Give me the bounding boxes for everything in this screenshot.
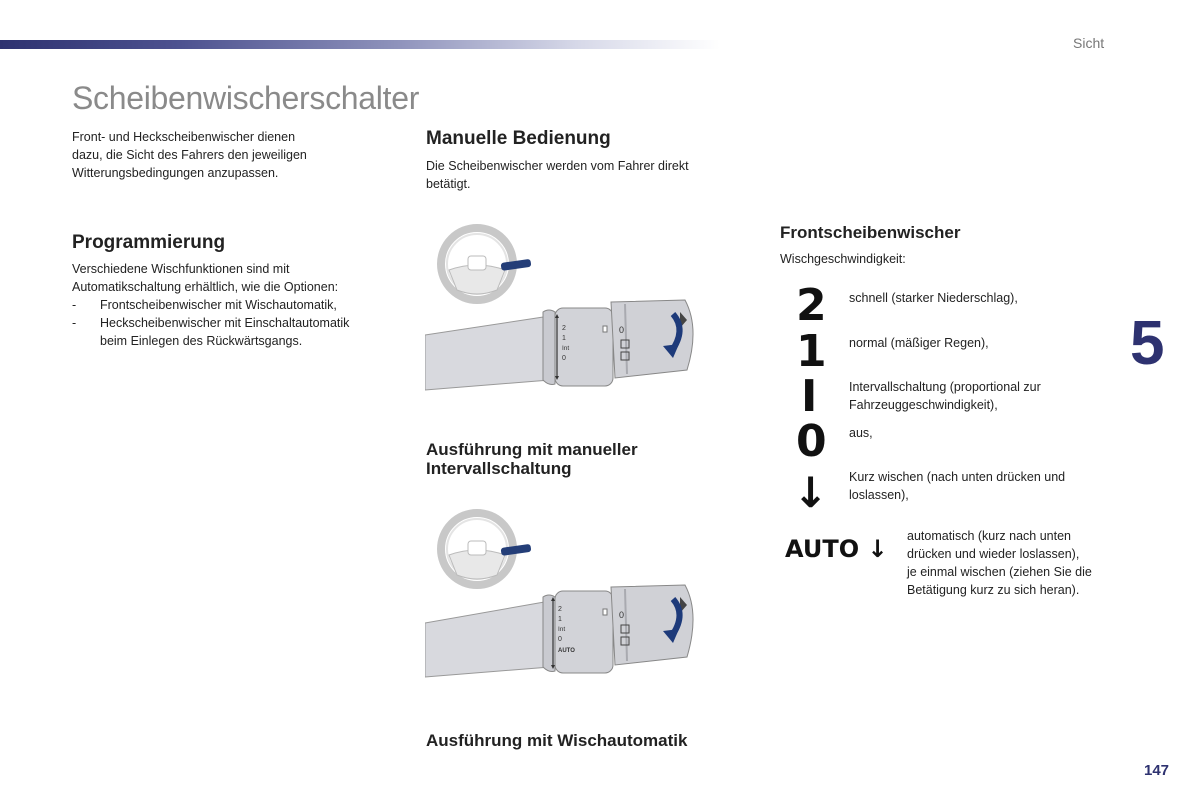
speed-symbol-fast: 2	[796, 280, 827, 331]
intro-line: Front- und Heckscheibenwischer dienen	[72, 130, 296, 144]
manual-line: betätigt.	[426, 177, 471, 191]
programming-paragraph	[72, 260, 338, 296]
speed-desc-line: Kurz wischen (nach unten drücken und	[849, 470, 1066, 484]
arrow-down-icon: ↓	[793, 468, 829, 517]
caption-interval	[426, 440, 638, 478]
caption-auto: Ausführung mit Wischautomatik	[426, 731, 688, 750]
speed-desc-line: loslassen),	[849, 488, 909, 502]
manual-paragraph	[426, 157, 689, 193]
lever-icon-label: 0	[619, 610, 625, 620]
speed-desc-line: normal (mäßiger Regen),	[849, 336, 989, 350]
list-item-line: beim Einlegen des Rückwärtsgangs.	[100, 334, 303, 348]
wiper-lever	[425, 300, 693, 390]
caption-line: Ausführung mit manueller	[426, 440, 638, 459]
speed-desc-interval	[849, 378, 1041, 414]
wiper-lever-illustration-interval	[425, 220, 705, 400]
speed-desc-single-wipe	[849, 468, 1065, 504]
lever-setting-label: Int	[558, 626, 566, 633]
list-item	[72, 314, 349, 350]
section-label: Sicht	[1073, 35, 1105, 51]
page-title: Scheibenwischerschalter	[72, 80, 420, 116]
lever-setting-label: AUTO	[558, 648, 575, 654]
lever-setting-label: 0	[562, 355, 566, 362]
list-item	[72, 296, 349, 314]
speed-desc-auto	[907, 527, 1092, 599]
front-wiper-subtitle: Wischgeschwindigkeit:	[780, 252, 906, 266]
speed-symbol-off: 0	[796, 416, 827, 467]
programming-options-list	[72, 296, 349, 350]
wiper-lever-illustration-auto	[425, 505, 705, 690]
speed-desc-line: Fahrzeuggeschwindigkeit),	[849, 398, 998, 412]
speed-desc-line: Intervallschaltung (proportional zur	[849, 380, 1041, 394]
list-item-line: - Heckscheibenwischer mit Einschaltautomatik	[100, 316, 350, 330]
speed-symbol-interval: I	[801, 371, 818, 422]
speed-desc-fast	[849, 289, 1018, 307]
programming-line: Automatikschaltung erhältlich, wie die Optionen:	[72, 280, 339, 294]
intro-line: Witterungsbedingungen anzupassen.	[72, 166, 279, 180]
speed-desc-line: automatisch (kurz nach unten	[907, 529, 1071, 543]
list-item-line: - Frontscheibenwischer mit Wischautomatik,	[100, 298, 337, 312]
wiper-lever	[425, 585, 693, 677]
lever-setting-label: 0	[558, 636, 562, 643]
manual-heading: Manuelle Bedienung	[426, 128, 611, 149]
front-wiper-heading: Frontscheibenwischer	[780, 223, 961, 242]
auto-symbol	[785, 534, 888, 564]
intro-paragraph	[72, 128, 307, 182]
arrow-down-icon: ↓	[867, 535, 888, 563]
lever-setting-label: 1	[562, 335, 566, 342]
speed-desc-line: schnell (starker Niederschlag),	[849, 291, 1018, 305]
lever-setting-label: Int	[562, 345, 570, 352]
lever-setting-label: 2	[562, 325, 566, 332]
caption-line: Intervallschaltung	[426, 459, 572, 478]
page-number: 147	[1144, 762, 1170, 779]
manual-line: Die Scheibenwischer werden vom Fahrer direkt	[426, 159, 689, 173]
speed-symbol-normal: 1	[796, 326, 827, 377]
intro-line: dazu, die Sicht des Fahrers den jeweiligen	[72, 148, 307, 162]
speed-desc-off	[849, 424, 873, 442]
lever-setting-label: 2	[558, 606, 562, 613]
programming-heading: Programmierung	[72, 232, 226, 253]
lever-icon-label: 0	[619, 325, 625, 335]
speed-desc-line: drücken und wieder loslassen),	[907, 547, 1080, 561]
chapter-number: 5	[1130, 309, 1165, 378]
speed-desc-normal	[849, 334, 989, 352]
header-gradient-bar	[0, 40, 720, 49]
speed-desc-line: aus,	[849, 426, 873, 440]
speed-desc-line: Betätigung kurz zu sich heran).	[907, 583, 1080, 597]
speed-desc-line: je einmal wischen (ziehen Sie die	[907, 565, 1092, 579]
programming-line: Verschiedene Wischfunktionen sind mit	[72, 262, 290, 276]
lever-setting-label: 1	[558, 616, 562, 623]
auto-label: AUTO	[785, 535, 860, 563]
